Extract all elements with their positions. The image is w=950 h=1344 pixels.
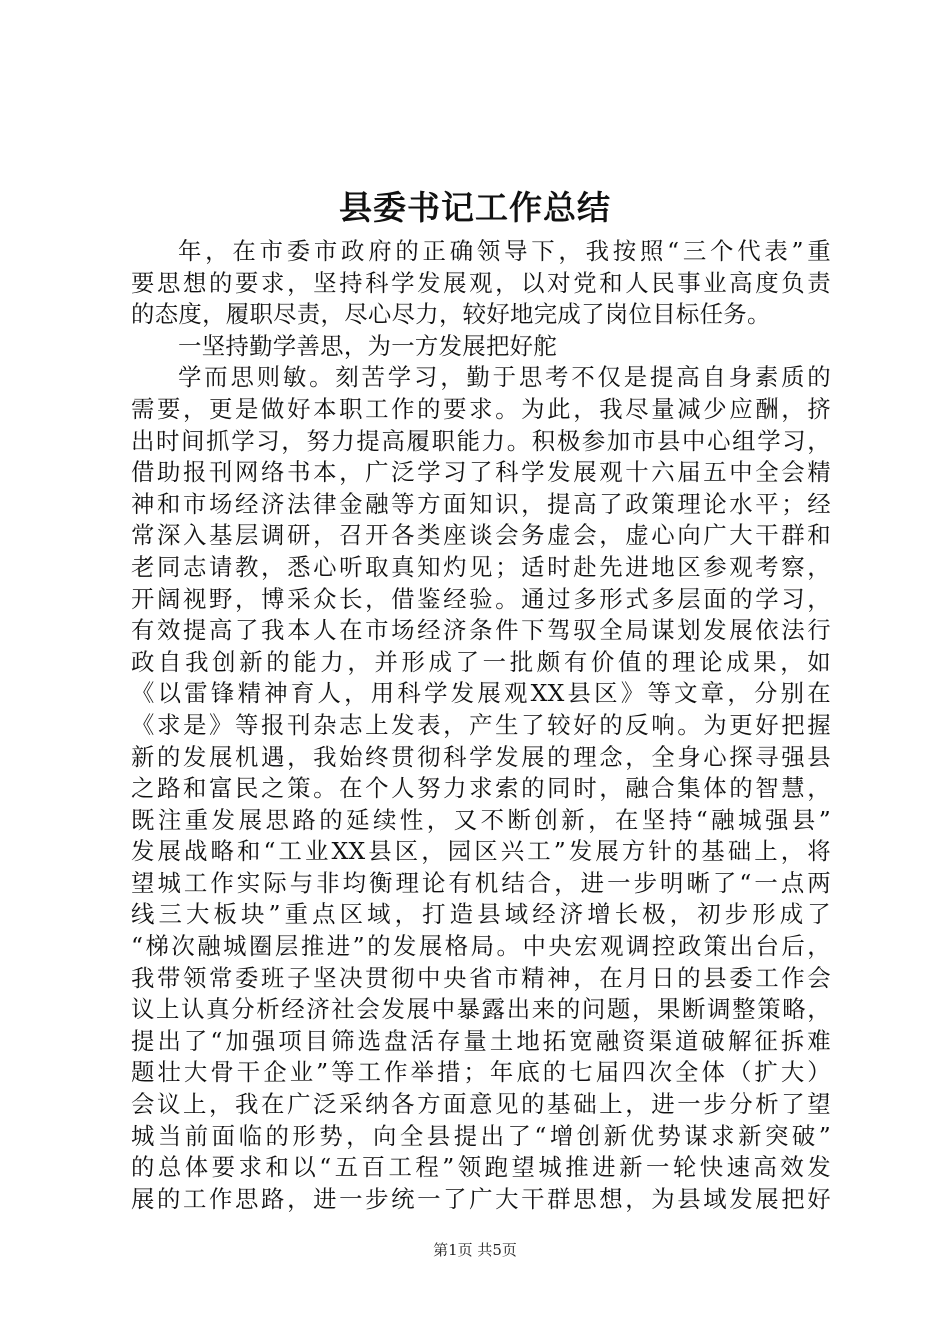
body-text-line: 提出了“加强项目筛选盘活存量土地拓宽融资渠道破解征拆难 [131, 1026, 831, 1055]
body-text-line: 政自我创新的能力，并形成了一批颇有价值的理论成果，如 [131, 647, 831, 676]
body-text-line: 年，在市委市政府的正确领导下，我按照“三个代表”重 [178, 237, 831, 265]
body-text-line: 常深入基层调研，召开各类座谈会务虚会，虚心向广大干群和 [131, 521, 831, 550]
body-text-line: 我带领常委班子坚决贯彻中央省市精神，在月日的县委工作会 [131, 963, 831, 992]
document-title: 县委书记工作总结 [339, 188, 611, 227]
body-text-line: 出时间抓学习，努力提高履职能力。积极参加市县中心组学习， [131, 426, 831, 455]
page-footer: 第1页 共5页 [433, 1241, 517, 1259]
document-body [131, 236, 831, 1215]
body-text-line: 《求是》等报刊杂志上发表，产生了较好的反响。为更好把握 [131, 710, 831, 739]
body-text-line: “梯次融城圈层推进”的发展格局。中央宏观调控政策出台后， [131, 932, 831, 961]
body-text-line: 的总体要求和以“五百工程”领跑望城推进新一轮快速高效发 [131, 1153, 831, 1182]
body-text-line: 《以雷锋精神育人，用科学发展观XX县区》等文章，分别在 [131, 679, 831, 708]
body-text-line: 城当前面临的形势，向全县提出了“增创新优势谋求新突破” [131, 1121, 831, 1150]
body-text-line: 发展战略和“工业XX县区，园区兴工”发展方针的基础上，将 [131, 837, 831, 866]
body-text-line: 借助报刊网络书本，广泛学习了科学发展观十六届五中全会精 [131, 458, 831, 487]
body-text-line: 一坚持勤学善思，为一方发展把好舵 [178, 331, 558, 360]
body-text-line: 之路和富民之策。在个人努力求索的同时，融合集体的智慧， [131, 774, 831, 803]
body-text-line: 要思想的要求，坚持科学发展观，以对党和人民事业高度负责 [131, 268, 831, 297]
body-text-line: 开阔视野，博采众长，借鉴经验。通过多形式多层面的学习， [131, 584, 831, 613]
body-text-line: 既注重发展思路的延续性，又不断创新，在坚持“融城强县” [131, 805, 831, 834]
body-text-line: 需要，更是做好本职工作的要求。为此，我尽量减少应酬，挤 [131, 394, 831, 423]
body-text-line: 神和市场经济法律金融等方面知识，提高了政策理论水平；经 [131, 489, 831, 518]
body-text-line: 望城工作实际与非均衡理论有机结合，进一步明晰了“一点两 [131, 868, 831, 897]
body-text-line: 新的发展机遇，我始终贯彻科学发展的理念，全身心探寻强县 [131, 742, 831, 771]
body-text-line: 有效提高了我本人在市场经济条件下驾驭全局谋划发展依法行 [131, 616, 831, 645]
body-text-line: 议上认真分析经济社会发展中暴露出来的问题，果断调整策略， [131, 995, 831, 1024]
body-text-line: 题壮大骨干企业”等工作举措；年底的七届四次全体（扩大） [131, 1058, 831, 1087]
body-text-line: 的态度，履职尽责，尽心尽力，较好地完成了岗位目标任务。 [131, 300, 771, 329]
body-text-line: 老同志请教，悉心听取真知灼见；适时赴先进地区参观考察， [131, 552, 831, 581]
body-text-line: 会议上，我在广泛采纳各方面意见的基础上，进一步分析了望 [131, 1090, 831, 1119]
body-text-line: 学而思则敏。刻苦学习，勤于思考不仅是提高自身素质的 [178, 363, 831, 392]
body-text-line: 线三大板块”重点区域，打造县域经济增长极，初步形成了 [131, 900, 831, 929]
body-text-line: 展的工作思路，进一步统一了广大干群思想，为县域发展把好 [131, 1184, 831, 1213]
